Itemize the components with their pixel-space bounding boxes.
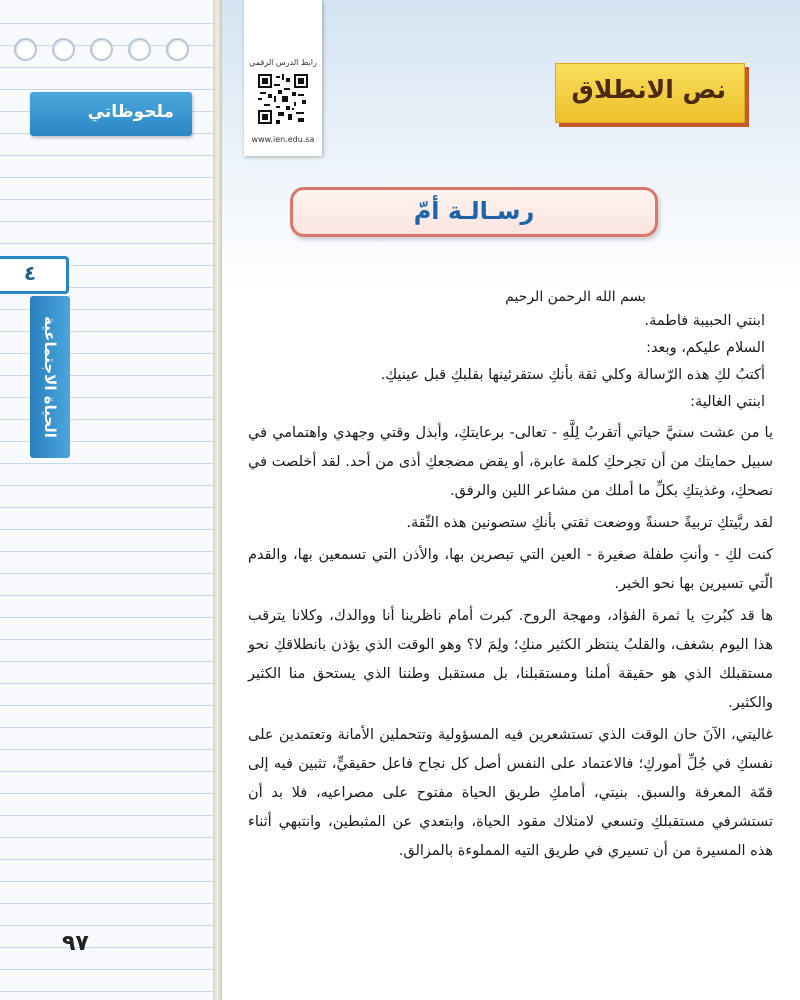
section-banner bbox=[555, 63, 745, 123]
binder-hole bbox=[128, 38, 151, 61]
chapter-number: ٤ bbox=[23, 261, 37, 285]
letter-paragraph: غاليتي، الآنَ حان الوقت الذي تستشعرين فيه المسؤولية وتتحملين الأمانة وتعتمدين على نفسكِ في جُلِّ أموركِ؛ فالاعتماد على النفس أصل كل نجاح فاعل حقيقيٍّ، تثبين فيه إلى قمّة المعرفة والسبق. بنيتي، أمامكِ طريق الحياة مفتوح على مصراعيه، فلا بد أن تستشرفي مستقبلكِ وتسعي لامتلاك مقود الحياة، وابتعدي عن المثبطين، وانتبهي أثناء هذه المسيرة من أن تسيري في طريق التيه المملوءة بالمزالق. bbox=[248, 727, 773, 859]
qr-caption: رابط الدرس الرقمي bbox=[249, 58, 317, 67]
letter-paragraph: ها قد كبُرتِ يا ثمرة الفؤاد، ومهجة الروح. كبرت أمام ناظرينا أنا ووالدك، وكلانا يترقب هذا اليوم بشغف، والقلبُ ينتظر الكثير منكِ؛ ولِمَ لا؟ وهو الوقت الذي يؤذن بانطلاقكِ نحو مستقبلك الذي هو حقيقة أملنا ومستقبلنا، بل مستقبل وطننا الذي يستحق منا الكثير والكثير. bbox=[248, 608, 773, 711]
binder-hole bbox=[52, 38, 75, 61]
letter-body bbox=[248, 270, 773, 866]
chapter-title-tab bbox=[30, 296, 70, 458]
greeting-line: ابنتي الغالية: bbox=[690, 394, 765, 410]
notes-tab bbox=[30, 92, 192, 136]
binder-hole bbox=[166, 38, 189, 61]
letter-paragraph: يا من عشت سنيَّ حياتي أتقربُ لِلَّهِ - تعالى- برعايتكِ، وأبذل وقتي وجهدي واهتمامي في سبيل حمايتك من أن تجرحكِ كلمة عابرة، أو يقض مضجعكِ أذى من أحد. لقد أخلصت في نصحكِ، وغذيتكِ بكلِّ ما أملك من مشاعر اللين والرفق. bbox=[248, 425, 773, 499]
binder-holes bbox=[14, 38, 194, 60]
notes-label: ملحوظاتي bbox=[87, 102, 174, 122]
lesson-title: رسـالـة أمّ bbox=[413, 197, 535, 225]
greeting-line: السلام عليكم، وبعد: bbox=[646, 340, 765, 356]
letter-paragraph: كنت لكِ - وأنتِ طفلة صغيرة - العين التي تبصرين بها، والأذن التي تسمعين بها، والقدم الّتي تسيرين بها نحو الخير. bbox=[248, 547, 773, 592]
chapter-number-box bbox=[0, 256, 69, 294]
page-number: ٩٧ bbox=[62, 931, 89, 956]
section-label: نص الانطلاق bbox=[571, 75, 726, 104]
qr-card[interactable] bbox=[244, 0, 322, 156]
notes-panel bbox=[0, 0, 214, 1000]
greeting-line: ابنتي الحبيبة فاطمة. bbox=[644, 313, 765, 329]
binder-hole bbox=[90, 38, 113, 61]
binder-hole bbox=[14, 38, 37, 61]
letter-paragraph: لقد ربَّيتكِ تربيةً حسنةً ووضعت ثقتي بأنكِ ستصونين هذه الثّقة. bbox=[406, 515, 773, 531]
greeting-line: أكتبُ لكِ هذه الرّسالة وكلي ثقة بأنكِ ستقرئينها بقلبكِ قبل عينيكِ. bbox=[380, 367, 765, 383]
qr-code-icon bbox=[258, 74, 308, 124]
notes-divider bbox=[213, 0, 222, 1000]
qr-url[interactable]: www.ien.edu.sa bbox=[251, 135, 315, 144]
chapter-title: الحياة الاجتماعية bbox=[41, 316, 59, 438]
bismillah: بسم الله الرحمن الرحيم bbox=[505, 289, 646, 305]
lesson-title-box bbox=[290, 187, 658, 237]
